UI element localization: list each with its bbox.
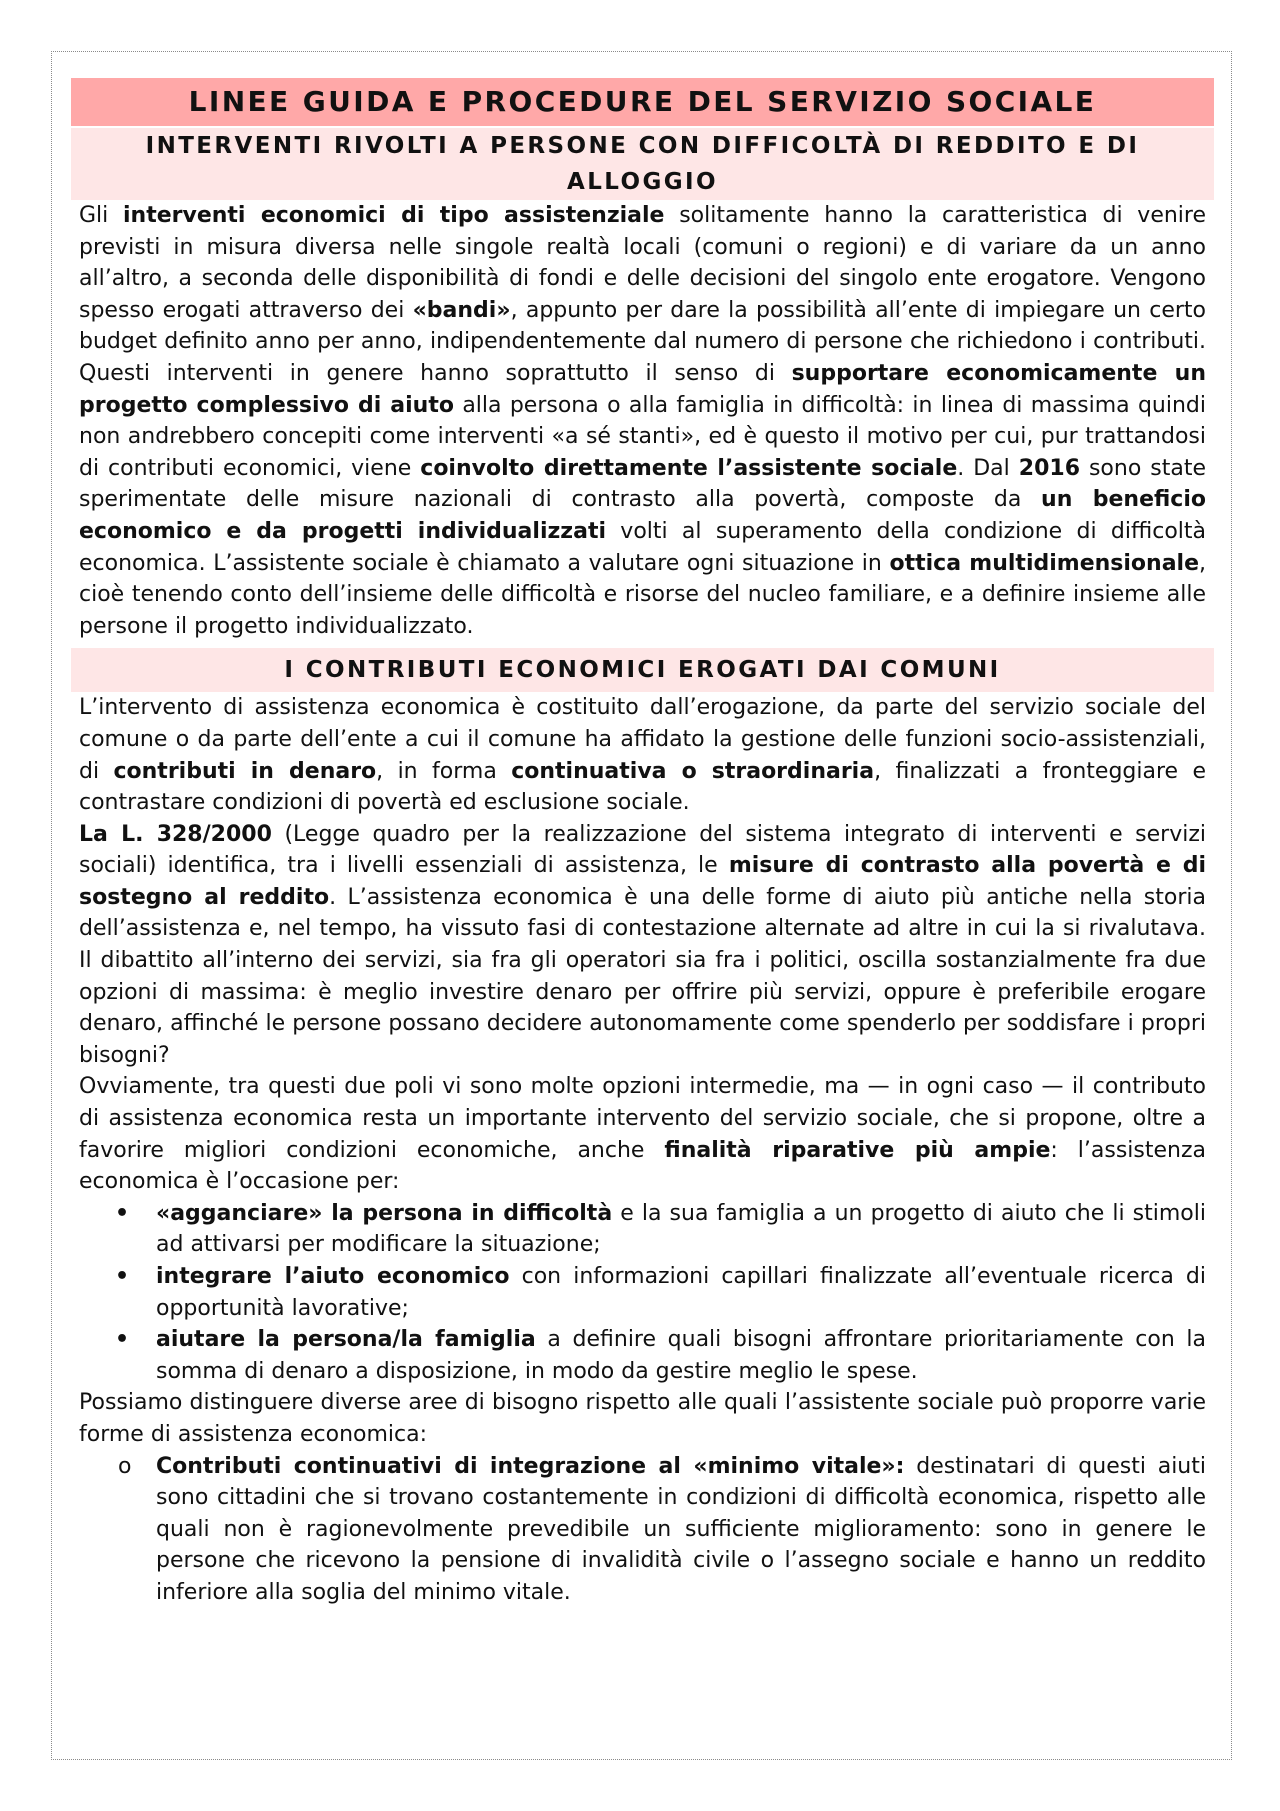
- circle-marker: o: [118, 1453, 132, 1479]
- paragraph: [71, 200, 1214, 642]
- bold-text: La L. 328/2000: [79, 821, 272, 847]
- text-run: , finalizzati a fronteggiare e contrastare condizioni di povertà ed esclusione sociale.: [79, 758, 1207, 816]
- bold-text: «agganciare» la persona in difficoltà: [156, 1200, 613, 1226]
- text-run: e la sua famiglia a un progetto di aiuto che li stimoli ad attivarsi per modificare la situazione;: [156, 1200, 1206, 1258]
- bold-text: interventi economici di tipo assistenziale: [122, 203, 665, 228]
- bullet-marker: •: [115, 1264, 130, 1289]
- bullet-marker: •: [115, 1327, 130, 1353]
- bold-text: integrare l’aiuto economico: [156, 1264, 510, 1289]
- text-run: (Legge quadro per la realizzazione del sistema integrato di interventi e servizi sociali) identifica, tra i livelli essenziali di assistenza, le: [79, 821, 1207, 879]
- text-run: . Dal: [957, 455, 1019, 481]
- text-run: alla persona o alla famiglia in difficoltà: in linea di massima quindi non andrebbero concepiti come interventi «a sé stanti», ed è questo il motivo per cui, pur trattandosi di contributi economici, viene: [79, 392, 1206, 481]
- bold-text: ottica multidimensionale: [889, 550, 1200, 576]
- bold-text: finalità riparative più ampie: [664, 1137, 1051, 1163]
- text-run: . L’assistenza economica è una delle forme di aiuto più antiche nella storia dell’assistenza e, nel tempo, ha vissuto fasi di contestazione alternate ad altre in cui la si rivalutava. Il dibattito all’interno dei servizi, sia fra gli operatori sia fra i politici, oscilla sostanzialmente fra due opzioni di massima: è meglio investire denaro per offrire più servizi, oppure è preferibile erogare denaro, affinché le persone possano decidere autonomamente come spenderlo per soddisfare i propri bisogni?: [79, 884, 1206, 1068]
- text-run: , cioè tenendo conto dell’insieme delle difficoltà e risorse del nucleo familiare, e a definire insieme alle persone il progetto individualizzato.: [79, 550, 1207, 639]
- text-run: , appunto per dare la possibilità all’ente di impiegare un certo budget definito anno per anno, indipendentemente dal numero di persone che richiedono i contributi. Questi interventi in genere hanno soprattutto il senso di: [79, 297, 1207, 386]
- list-item-text: [156, 1264, 1206, 1321]
- paragraph: [71, 1387, 1214, 1450]
- text-run: a definire quali bisogni affrontare prioritariamente con la somma di denaro a disposizione, in modo da gestire meglio le spese.: [156, 1327, 1206, 1384]
- bold-text: Contributi continuativi di integrazione al «minimo vitale»:: [156, 1453, 905, 1479]
- paragraph: [71, 819, 1214, 1072]
- bold-text: misure di contrasto alla povertà e di sostegno al reddito: [79, 853, 1206, 910]
- document-page: [51, 51, 1232, 1760]
- text-run: destinatari di questi aiuti sono cittadini che si trovano costantemente in condizioni di difficoltà economica, rispetto alle quali non è ragionevolmente prevedibile un sufficiente miglioramento: sono in genere le persone che ricevono la pensione di invalidità civile o l’assegno sociale e hanno un reddito inferiore alla soglia del minimo vitale.: [156, 1453, 1206, 1605]
- list-item: [71, 1324, 1214, 1387]
- text-run: Possiamo distinguere diverse aree di bisogno rispetto alle quali l’assistente sociale può proporre varie forme di assistenza economica:: [79, 1390, 1206, 1447]
- bold-text: «bandi»: [412, 297, 511, 323]
- document-title: LINEE GUIDA E PROCEDURE DEL SERVIZIO SOCIALE: [71, 78, 1214, 126]
- text-run: sono state sperimentate delle misure nazionali di contrasto alla povertà, composte da: [79, 455, 1206, 513]
- text-run: , in forma: [376, 758, 512, 784]
- section-heading-contributi: I CONTRIBUTI ECONOMICI EROGATI DAI COMUNI: [71, 648, 1214, 692]
- bullet-list: [71, 1198, 1214, 1388]
- list-item-text: [156, 1454, 1206, 1605]
- text-run: L’intervento di assistenza economica è costituito dall’erogazione, da parte del servizio sociale del comune o da parte dell’ente a cui il comune ha affidato la gestione delle funzioni socio-assistenziali, di: [79, 695, 1206, 784]
- bold-text: un beneficio economico e da progetti individualizzati: [79, 487, 1206, 544]
- text-run: volti al superamento della condizione di difficoltà economica. L’assistente sociale è chiamato a valutare ogni situazione in: [79, 518, 1206, 576]
- text-run: solitamente hanno la caratteristica di venire previsti in misura diversa nelle singole realtà locali (comuni o regioni) e di variare da un anno all’altro, a seconda delle disponibilità di fondi e delle decisioni del singolo ente erogatore. Vengono spesso erogati attraverso dei: [79, 203, 1207, 323]
- list-item-text: [156, 1201, 1206, 1258]
- section-heading-interventi: INTERVENTI RIVOLTI A PERSONE CON DIFFICOLTÀ DI REDDITO E DI ALLOGGIO: [71, 128, 1214, 200]
- text-run: Gli: [79, 203, 123, 228]
- text-run: con informazioni capillari finalizzate all’eventuale ricerca di opportunità lavorative;: [156, 1264, 1207, 1321]
- sub-list: [71, 1451, 1214, 1609]
- page-content: [71, 78, 1214, 1609]
- bold-text: 2016: [1018, 455, 1080, 481]
- list-item-text: [156, 1327, 1206, 1384]
- bold-text: coinvolto direttamente l’assistente sociale: [420, 455, 958, 481]
- list-item: [71, 1451, 1214, 1609]
- bullet-marker: •: [115, 1200, 130, 1226]
- text-run: Ovviamente, tra questi due poli vi sono molte opzioni intermedie, ma — in ogni caso — il contributo di assistenza economica resta un importante intervento del servizio sociale, che si propone, oltre a favorire migliori condizioni economiche, anche: [79, 1074, 1206, 1163]
- bold-text: aiutare la persona/la famiglia: [156, 1327, 536, 1353]
- paragraph: [71, 1071, 1214, 1197]
- bold-text: continuativa o straordinaria: [511, 758, 875, 784]
- bold-text: supportare economicamente un progetto complessivo di aiuto: [79, 360, 1206, 418]
- list-item: [71, 1261, 1214, 1324]
- list-item: [71, 1198, 1214, 1261]
- bold-text: contributi in denaro: [113, 758, 377, 784]
- paragraph: [71, 692, 1214, 818]
- text-run: : l’assistenza economica è l’occasione per:: [79, 1137, 1206, 1195]
